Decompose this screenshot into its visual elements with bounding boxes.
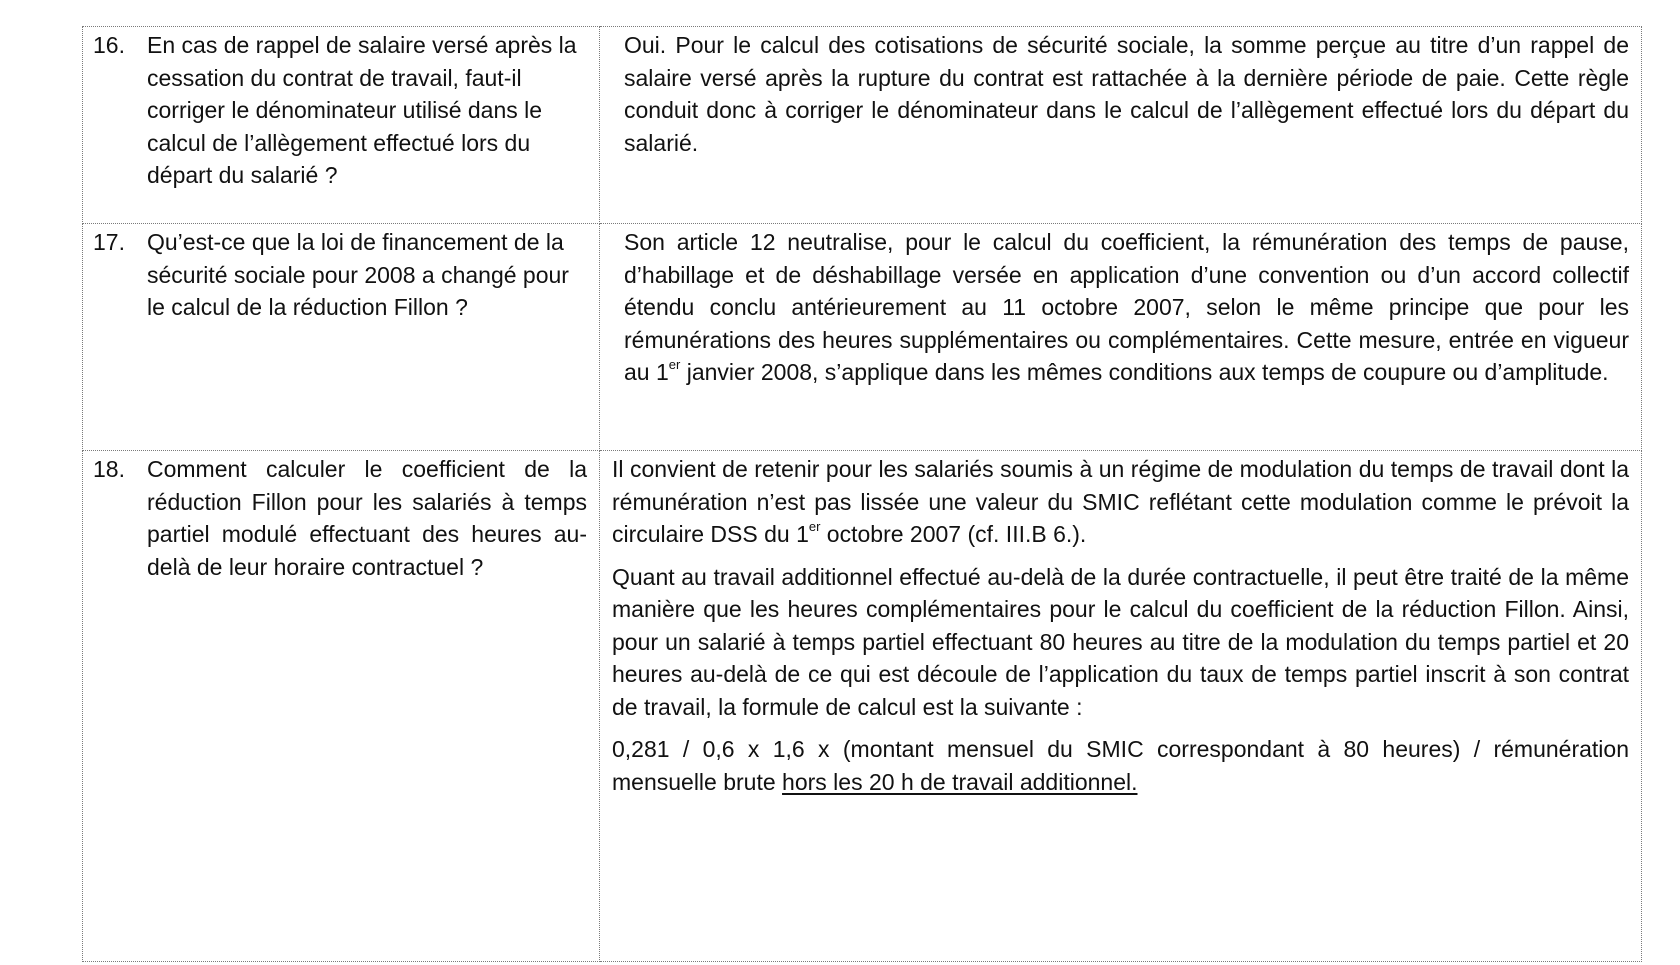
question-number: 17. bbox=[93, 229, 125, 255]
question-text: Comment calculer le coefficient de la réduction Fillon pour les salariés à temps partiel modulé effectuant des heures au-delà de leur horaire contractuel ? bbox=[147, 456, 587, 580]
answer-text-part: janvier 2008, s’applique dans les mêmes conditions aux temps de coupure ou d’amplitude. bbox=[680, 359, 1609, 385]
formula-paragraph bbox=[612, 733, 1629, 798]
formula-text: 0,281 / 0,6 x 1,6 x (montant mensuel du SMIC correspondant à 80 heures) / rémunération mensuelle brute bbox=[612, 736, 1629, 795]
answer-paragraph bbox=[624, 226, 1629, 389]
table-row bbox=[83, 27, 1642, 224]
answer-paragraph: Quant au travail additionnel effectué au-delà de la durée contractuelle, il peut être traité de la même manière que les heures complémentaires pour le calcul du coefficient de la réduction Fillon. Ainsi, pour un salarié à temps partiel effectuant 80 heures au titre de la modulation du temps partiel et 20 heures au-delà de ce qui est découle de l’application du taux de temps partiel inscrit à son contrat de travail, la formule de calcul est la suivante : bbox=[612, 563, 1629, 720]
answer-text bbox=[608, 453, 1629, 798]
question-number: 16. bbox=[93, 32, 125, 58]
formula-underlined-text: hors les 20 h de travail additionnel. bbox=[782, 768, 1138, 795]
question-text: En cas de rappel de salaire versé après la cessation du contrat de travail, faut-il corriger le dénominateur utilisé dans le calcul de l’allègement effectué lors du départ du salarié ? bbox=[147, 32, 577, 188]
answer-text bbox=[608, 226, 1629, 389]
answer-text-part: Son article 12 neutralise, pour le calcul du coefficient, la rémunération des temps de pause, d’habillage et de déshabillage versée en application d’une convention ou d’un accord collectif étendu conclu antérieurement au 11 octobre 2007, selon le même principe que pour les rémunérations des heures supplémentaires ou complémentaires. Cette mesure, entrée en vigueur au 1 bbox=[624, 229, 1629, 385]
question-cell bbox=[83, 224, 600, 451]
answer-cell bbox=[600, 27, 1642, 224]
question-cell bbox=[83, 27, 600, 224]
question-text: Qu’est-ce que la loi de financement de la sécurité sociale pour 2008 a changé pour le calcul de la réduction Fillon ? bbox=[147, 229, 569, 320]
faq-table bbox=[82, 26, 1642, 962]
question-cell bbox=[83, 451, 600, 962]
table-row bbox=[83, 224, 1642, 451]
answer-text bbox=[608, 29, 1629, 159]
answer-cell bbox=[600, 224, 1642, 451]
table-row bbox=[83, 451, 1642, 962]
answer-paragraph: Oui. Pour le calcul des cotisations de sécurité sociale, la somme perçue au titre d’un rappel de salaire versé après la rupture du contrat est rattachée à la dernière période de paie. Cette règle conduit donc à corriger le dénominateur dans le calcul de l’allègement effectué lors du départ du salarié. bbox=[624, 32, 1629, 156]
answer-paragraph bbox=[612, 453, 1629, 551]
answer-text-part: octobre 2007 (cf. III.B 6.). bbox=[820, 521, 1087, 547]
ordinal-superscript: er bbox=[808, 519, 821, 534]
answer-cell bbox=[600, 451, 1642, 962]
ordinal-superscript: er bbox=[668, 357, 681, 372]
answer-text-part: Il convient de retenir pour les salariés soumis à un régime de modulation du temps de travail dont la rémunération n’est pas lissée une valeur du SMIC reflétant cette modulation comme le prévoit la circulaire DSS du 1 bbox=[612, 456, 1629, 547]
question-number: 18. bbox=[93, 456, 125, 482]
